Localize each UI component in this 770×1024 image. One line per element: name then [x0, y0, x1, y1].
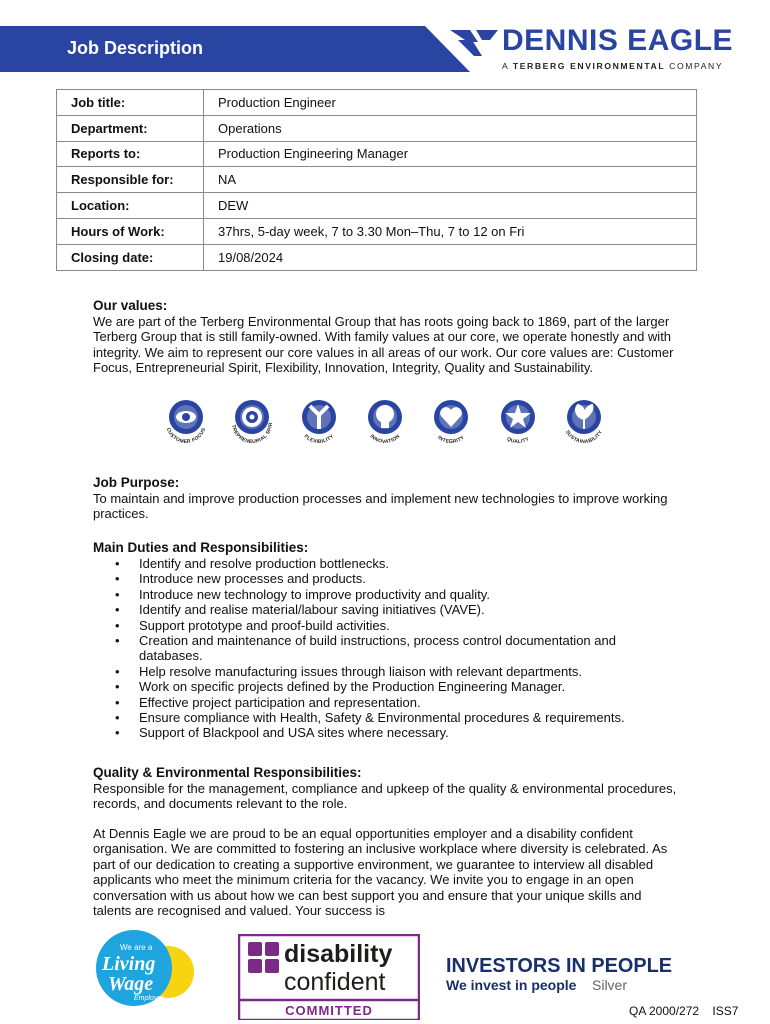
duty-item: • Help resolve manufacturing issues through liaison with relevant departments.: [93, 664, 683, 679]
job-field-value: 19/08/2024: [204, 244, 697, 270]
page-header: [0, 0, 770, 78]
value-label: SUSTAINABILITY: [563, 429, 604, 446]
duty-item: • Introduce new processes and products.: [93, 571, 683, 586]
duty-item: • Support of Blackpool and USA sites where necessary.: [93, 725, 683, 740]
investors-in-people-badge-icon: [446, 950, 686, 996]
value-heart-badge: [425, 393, 477, 449]
job-field-value: Production Engineering Manager: [204, 141, 697, 167]
eagle-logo-icon: [448, 26, 500, 62]
brand-tagline: A TERBERG ENVIRONMENTAL COMPANY: [502, 61, 724, 71]
job-field-label: Location:: [57, 193, 204, 219]
svg-text:QUALITY: [505, 436, 530, 445]
duties-heading: Main Duties and Responsibilities:: [93, 540, 309, 555]
eye-icon: [160, 393, 212, 449]
document-reference: QA 2000/272 ISS7: [629, 1004, 739, 1018]
job-field-value: DEW: [204, 193, 697, 219]
quality-heading: Quality & Environmental Responsibilities:: [93, 765, 362, 780]
duty-item: • Ensure compliance with Health, Safety & Environmental procedures & requirements.: [93, 710, 683, 725]
value-leaf-badge: [558, 393, 610, 449]
job-table-row: [57, 115, 697, 141]
job-table-row: [57, 90, 697, 116]
quality-text: Responsible for the management, compliance and upkeep of the quality & environmental procedures, records, and documents relevant to the role.: [93, 781, 677, 812]
value-label: FLEXIBILITY: [302, 433, 335, 446]
living-wage-line3: Wage: [108, 973, 154, 995]
value-label: TREPRENEURIAL SPIR: [230, 422, 275, 446]
job-field-value: 37hrs, 5-day week, 7 to 3.30 Mon–Thu, 7 to 12 on Fri: [204, 218, 697, 244]
equal-opportunities-text: At Dennis Eagle we are proud to be an equal opportunities employer and a disability confident organisation. We are committed to fostering an inclusive workplace where diversity is celebrated. As part of our dedication to creating a supportive environment, we guarantee to interview all disabled applicants who meet the minimum criteria for the vacancy. We invite you to engage in an open conversation with us about how we can best support you and ensure that your unique skills and talents are recognised and valued. Your success is: [93, 826, 668, 919]
heart-icon: [425, 393, 477, 449]
equal-opportunities-section: [93, 826, 683, 918]
duty-item: • Identify and resolve production bottlenecks.: [93, 556, 683, 571]
disability-word: disability: [284, 940, 393, 968]
confident-word: confident: [284, 968, 386, 996]
target-icon: [226, 393, 278, 449]
dennis-eagle-logo: [448, 26, 760, 74]
value-star-badge: [492, 393, 544, 449]
svg-text:INNOVATION: [369, 433, 402, 445]
duty-item: • Work on specific projects defined by the Production Engineering Manager.: [93, 679, 683, 694]
leaf-icon: [558, 393, 610, 449]
job-table-row: [57, 244, 697, 270]
investors-title: INVESTORS IN PEOPLE: [446, 955, 672, 977]
investors-in-people-logo: [446, 950, 686, 996]
duty-item: • Effective project participation and representation.: [93, 695, 683, 710]
job-table-row: [57, 167, 697, 193]
job-field-value: Operations: [204, 115, 697, 141]
job-field-label: Hours of Work:: [57, 218, 204, 244]
job-field-label: Responsible for:: [57, 167, 204, 193]
duty-item: • Identify and realise material/labour saving initiatives (VAVE).: [93, 602, 683, 617]
job-table-row: [57, 141, 697, 167]
duties-list: [93, 556, 683, 741]
job-table-row: [57, 218, 697, 244]
value-eye-badge: [160, 393, 212, 449]
purpose-heading: Job Purpose:: [93, 475, 180, 490]
job-field-label: Department:: [57, 115, 204, 141]
star-icon: [492, 393, 544, 449]
job-field-label: Job title:: [57, 90, 204, 116]
value-bulb-badge: [359, 393, 411, 449]
value-arrows-badge: [293, 393, 345, 449]
values-heading: Our values:: [93, 298, 168, 313]
living-wage-badge-icon: [90, 928, 200, 1010]
job-field-value: Production Engineer: [204, 90, 697, 116]
duty-item: • Creation and maintenance of build instructions, process control documentation and databases.: [93, 633, 683, 664]
job-field-label: Reports to:: [57, 141, 204, 167]
purpose-text: To maintain and improve production processes and implement new technologies to improve working practices.: [93, 491, 668, 522]
arrows-icon: [293, 393, 345, 449]
value-label: QUALITY: [505, 436, 531, 446]
duties-section: [93, 540, 683, 741]
purpose-section: [93, 475, 683, 522]
quality-section: [93, 765, 683, 812]
values-text: We are part of the Terberg Environmental Group that has roots going back to 1869, part of the larger Terberg Group that is still family-owned. With family values at our core, we operate honestly and with integrity. We aim to represent our core values in all areas of our work. Our core values are: Customer Focus, Entrepreneurial Spirit, Flexibility, Innovation, Integrity, Quality and Sustainability.: [93, 314, 674, 376]
investors-level: Silver: [592, 977, 628, 993]
duty-item: • Support prototype and proof-build activities.: [93, 618, 683, 633]
job-field-label: Closing date:: [57, 244, 204, 270]
job-field-value: NA: [204, 167, 697, 193]
duty-item: • Introduce new technology to improve productivity and quality.: [93, 587, 683, 602]
investors-tagline: We invest in people: [446, 977, 577, 993]
living-wage-line2: Living: [102, 953, 156, 975]
values-section: [93, 298, 683, 376]
disability-confident-badge-icon: [238, 934, 420, 1020]
value-target-badge: [226, 393, 278, 449]
bulb-icon: [359, 393, 411, 449]
living-wage-line4: Employer: [134, 995, 164, 1002]
svg-text:FLEXIBILITY: [302, 433, 335, 445]
page-title: Job Description: [67, 38, 204, 58]
disability-confident-logo: [238, 934, 420, 1020]
value-label: INTEGRITY: [436, 434, 467, 445]
value-label: INNOVATION: [368, 433, 402, 446]
job-details-table: [56, 89, 697, 271]
committed-badge: COMMITTED: [285, 1003, 373, 1018]
brand-name: DENNIS EAGLE: [502, 24, 734, 57]
job-table-row: [57, 193, 697, 219]
svg-text:INTEGRITY: [437, 434, 467, 445]
living-wage-logo: [90, 928, 200, 1010]
core-values-icons: [160, 393, 610, 449]
value-label: CUSTOMER FOCUS: [164, 426, 208, 446]
living-wage-line1: We are a: [120, 943, 153, 952]
